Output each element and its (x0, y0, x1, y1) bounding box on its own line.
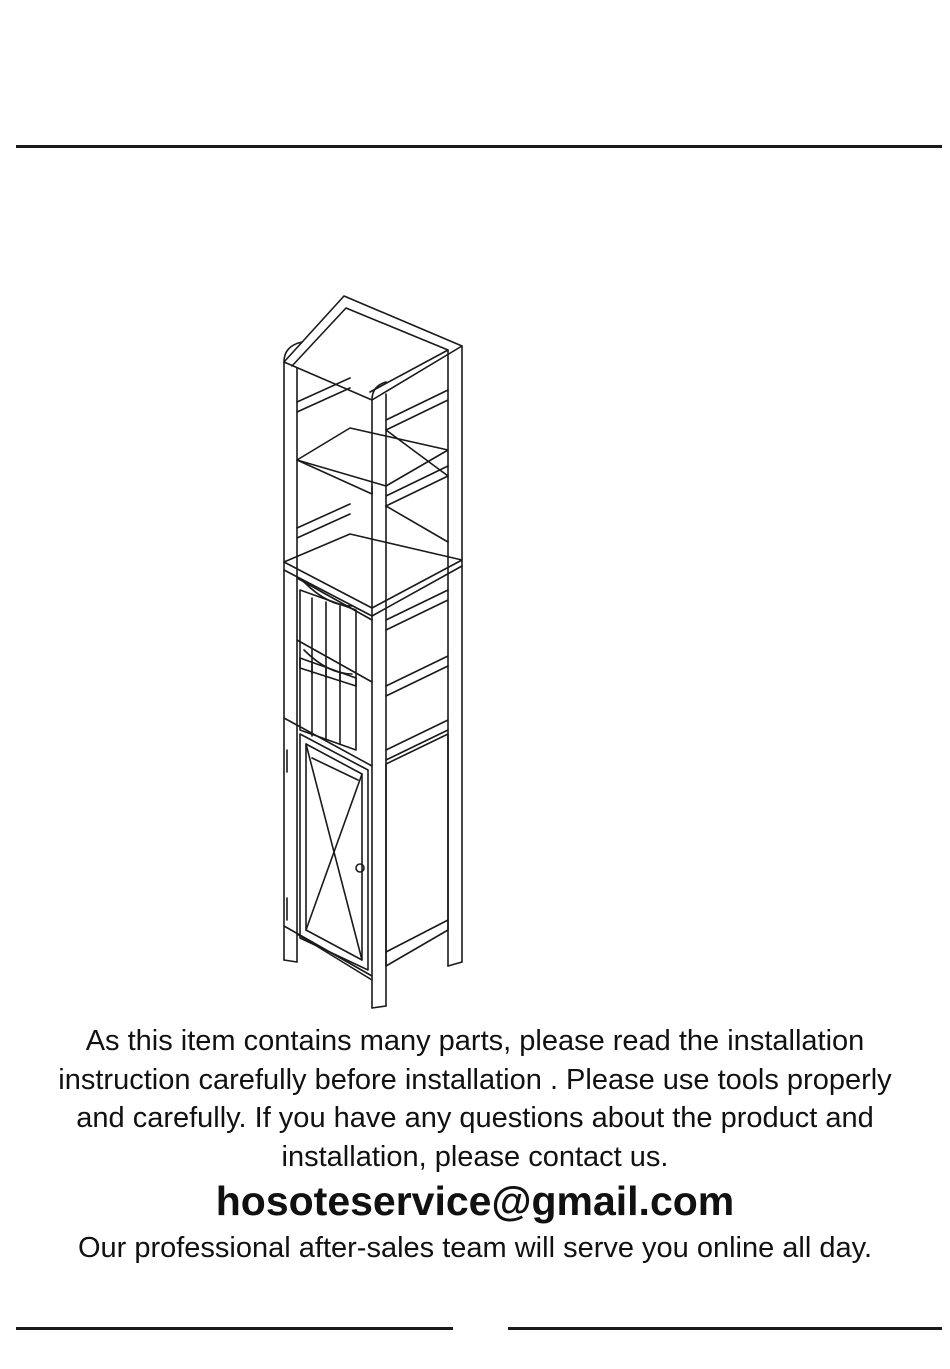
bottom-divider-right (508, 1327, 942, 1330)
installation-notice: As this item contains many parts, please read the installation instruction carefully before installation . Please use tools properly and carefully. If you have any questions about the product and installation, please contact us. (58, 1025, 892, 1173)
contact-email[interactable]: hosoteservice@gmail.com (215, 1178, 735, 1224)
after-sales-notice: Our professional after-sales team will serve you online all day. (77, 1232, 873, 1264)
top-divider (16, 145, 942, 148)
cabinet-illustration (270, 290, 480, 1015)
bottom-divider-left (16, 1327, 453, 1330)
